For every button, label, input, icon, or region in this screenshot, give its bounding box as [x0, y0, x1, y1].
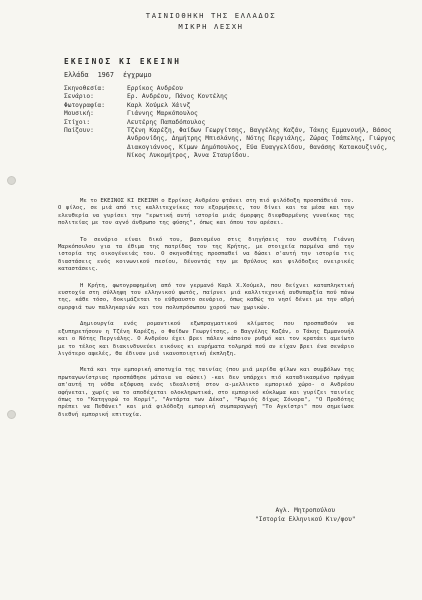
credit-row-photography: [64, 102, 404, 110]
credit-label: Σενάριο:: [64, 93, 94, 101]
author-name: Αγλ. Μητροπούλου: [275, 507, 336, 514]
film-meta: [64, 71, 161, 79]
credit-row-music: [64, 110, 404, 118]
credit-row-lyrics: [64, 119, 404, 127]
credit-label: Μουσική:: [64, 110, 94, 118]
credit-row-cast: [64, 127, 404, 161]
letterhead-club: ΜΙΚΡΗ ΛΕΣΧΗ: [178, 22, 244, 31]
credit-value: Τζένη Καρέζη, Φαίδων Γεωργίτσης, Βαγγέλης Καζάν, Τάκης Εμμανουήλ, Βάσος Ανδρονίδης, Δημήτρης Μπισλάνης, Νότης Περγιάλης, Ζώρας Τσάπελης, Γιώργος Διακογιάννος, Κίμων Δημόπουλος, Εύα Ευαγγελίδου, Θανάσης Κατακουζινός, Νίκος Λυκομήτρος, Άννα Σταυρίδου.: [127, 127, 396, 160]
film-country: Ελλάδα: [64, 71, 89, 79]
credits-list: [64, 85, 404, 161]
review-text: [58, 198, 354, 428]
signature-block: [255, 507, 356, 524]
source-citation: "Ιστορία Ελληνικού Κιν/φου": [255, 515, 356, 523]
paragraph: Με το ΕΚΕΙΝΟΣ ΚΙ ΕΚΕΙΝΗ ο Ερρίκος Ανδρέου φτάνει στη πιό φιλόδοξη προσπάθειά του. Ο φίλος, σε μιά από τις καλλιτεχνίκες του εξορμήσεις, του δίνει και τα μέσα και την ελευθερία να γυρίσει την "ερωτική αυτή ιστορία μιάς όμορφης διεφθαρμένης γυναίκας της πολιτείας με τον αγνό άνθρωπο της φύσης", όπως και όπου του αρέσει.: [58, 198, 354, 227]
film-year: 1967: [97, 71, 114, 79]
film-color: έγχρωμο: [122, 71, 152, 79]
paragraph: Το σενάριο είναι δικό του, βασισμένο στις διηγήσεις του συνθέτη Γιάννη Μαρκόπουλου για τα έθιμα της πατρίδας του της Κρήτης, με στοιχεία παρμένα από την ιστορία της οικογένειάς του. Ο σκηνοθέτης προσπαθεί να δώσει σ'αυτή την ιστορία τις διαστάσεις ενός κοινωνικού πεσίου, δένοντάς την με θρύλους και φιλόδοξες ονειρικές καταστάσεις.: [58, 236, 354, 273]
letterhead: [0, 10, 422, 32]
paragraph: Μετά και την εμπορική αποτυχία της ταινίας (που μιά μερίδα φίλων και συμβόλων της πρωταγωνίστριας προσπάθησε μάταια να σώσει) -και δεν υπάρχει πιό καταδικασμένο πράγμα απ'αυτή τη νόθα εξόφυση ενός ιδεαλιστή στον α-μελλικτο εμπορικό χώρο- ο Ανδρέου αφήνεται, χωρίς να το αποδέχεται ολοκληρωτικά, στο εμπορικό κύκλωμα και γυρίζει ταινίες όπως το "Κατηγορώ το Κορμί", "Αντάρτα των Δέκα", "Ρωμιός δίχως Σόνορα", "Ο Προδότης πρέπει να Πεθάνει" και μιά φιλόδοξη εμπορική συμπαραγωγή "Το Αγκίστρι" που σημείωσε διεθνή εμπορική επιτυχία.: [58, 367, 354, 418]
credit-value: Ερ. Ανδρέου, Πάνος Κοντέλης: [127, 93, 228, 101]
credit-value: Καρλ Χούμελ Χάινζ: [127, 101, 191, 109]
credit-label: Στίχοι:: [64, 118, 91, 126]
credit-row-director: [64, 85, 404, 93]
credit-label: Σκηνοθεσία:: [64, 85, 105, 92]
credit-value: Λευτέρης Παπαδόπουλος: [127, 118, 206, 126]
letterhead-org: ΤΑΙΝΙΟΘΗΚΗ ΤΗΣ ΕΛΛΑΔΟΣ: [145, 11, 277, 20]
paragraph: Δημιουργία ενός ρομαντικού εξωπραγματικού κλίματος που προσπαθούν να εξυπηρετήσουν η Τζένη Καρέζη, ο Φαίδων Γεωργίτσης, ο Βαγγέλης Καζάν, ο Τάκης Εμμανουήλ και ο Νότης Περγιάλης. Ο Ανδρέου έχει βρει πάλεν κάποιον ρυθμό και τον κρατάει αμείωτο με το τέλος και διακινδυνεύει εικόνες κι ευρήματα τολμηρά πού αν είχαν βρει ένα σενάριο λιγότερο αφελές, θα έδιναν μιά ικανοποιητική έκπληξη.: [58, 321, 354, 357]
credit-value: Γιάννης Μαρκόπουλος: [127, 110, 198, 118]
punch-hole-top: [7, 176, 16, 185]
credit-value: Ερρίκος Ανδρέου: [127, 85, 183, 92]
paragraph: Η Κρήτη, φωτογραφημένη από τον γερμανό Καρλ Χ.Χούμελ, που δείχνει καταπληκτική ευστοχία στη σύλληψη του ελληνικού φωτός, παίρνει μιά καλλιτεχνική αυθυπαρξία πού πάνω της, κάθε τόσο, δοκιμάζεται το εύθραυστο σενάριο, όπως καθώς το νησί δένει με την αδρή ομορφιά των παλληκαριών και του πολυπρόσωπου χορού των χωρικών.: [58, 282, 354, 311]
credit-label: Φωτογραφία:: [64, 101, 105, 109]
punch-hole-bottom: [7, 410, 16, 419]
credit-row-screenplay: [64, 93, 404, 101]
film-title: ΕΚΕΙΝΟΣ ΚΙ ΕΚΕΙΝΗ: [64, 57, 182, 66]
credit-label: Παίζουν:: [64, 127, 94, 135]
